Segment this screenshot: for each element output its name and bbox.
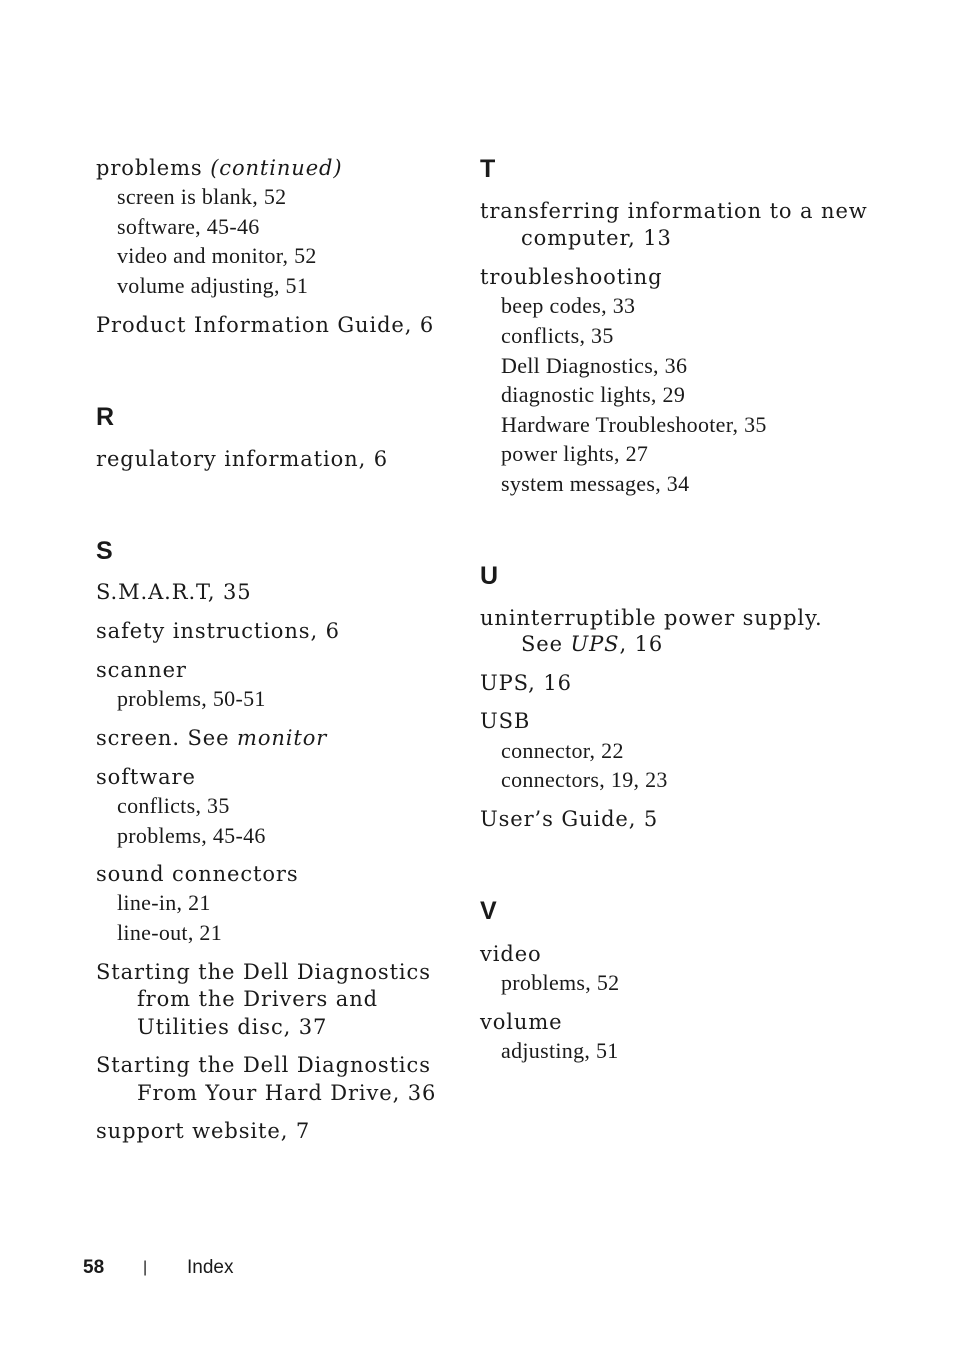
index-entry-usb: USB xyxy=(480,709,531,733)
index-entry-regulatory: regulatory information, 6 xyxy=(96,447,388,471)
page-number: 58 xyxy=(83,1257,105,1278)
subentry: conflicts, 35 xyxy=(117,793,230,818)
section-letter-r: R xyxy=(96,403,115,431)
subentry: volume adjusting, 51 xyxy=(117,273,309,298)
index-entry-ups: UPS, 16 xyxy=(480,671,572,695)
subentry: line-in, 21 xyxy=(117,890,211,915)
index-entry-troubleshooting: troubleshooting xyxy=(480,265,663,289)
section-letter-t: T xyxy=(480,155,496,183)
index-entry-software: software xyxy=(96,765,196,789)
index-entry-uninterruptible: uninterruptible power supply. xyxy=(480,606,823,630)
subentry: adjusting, 51 xyxy=(501,1038,619,1063)
index-entry-safety: safety instructions, 6 xyxy=(96,619,340,643)
subentry: connectors, 19, 23 xyxy=(501,767,668,792)
index-entry-starting-disc: Starting the Dell Diagnostics xyxy=(96,960,431,984)
index-entry-smart: S.M.A.R.T, 35 xyxy=(96,580,252,604)
entry-continuation: From Your Hard Drive, 36 xyxy=(137,1081,437,1105)
index-entry-video: video xyxy=(480,942,542,966)
subentry: Hardware Troubleshooter, 35 xyxy=(501,412,767,437)
subentry: Dell Diagnostics, 36 xyxy=(501,353,688,378)
subentry: power lights, 27 xyxy=(501,441,649,466)
subentry: diagnostic lights, 29 xyxy=(501,382,686,407)
section-letter-v: V xyxy=(480,897,497,925)
index-entry-sound: sound connectors xyxy=(96,862,299,886)
index-entry-scanner: scanner xyxy=(96,658,187,682)
entry-continuation: Utilities disc, 37 xyxy=(137,1015,328,1039)
entry-term: screen. See xyxy=(96,726,238,750)
see-label: See xyxy=(521,632,571,656)
section-name: Index xyxy=(187,1257,234,1278)
subentry: problems, 50-51 xyxy=(117,686,266,711)
section-letter-u: U xyxy=(480,562,499,590)
footer-separator: | xyxy=(143,1259,148,1276)
subentry: system messages, 34 xyxy=(501,471,690,496)
index-entry-starting-hard-drive: Starting the Dell Diagnostics xyxy=(96,1053,431,1077)
cross-reference: monitor xyxy=(237,726,328,750)
subentry: line-out, 21 xyxy=(117,920,223,945)
entry-continuation: computer, 13 xyxy=(521,226,672,250)
subentry: problems, 45-46 xyxy=(117,823,266,848)
entry-term: problems xyxy=(96,156,211,180)
subentry: video and monitor, 52 xyxy=(117,243,317,268)
entry-continuation: from the Drivers and xyxy=(137,987,378,1011)
subentry: beep codes, 33 xyxy=(501,293,636,318)
index-entry-volume: volume xyxy=(480,1010,563,1034)
subentry: connector, 22 xyxy=(501,738,624,763)
subentry: conflicts, 35 xyxy=(501,323,614,348)
cross-reference: UPS xyxy=(570,632,620,656)
index-entry-problems xyxy=(96,154,342,182)
page-ref: , 16 xyxy=(619,632,664,656)
index-entry-transferring: transferring information to a new xyxy=(480,199,868,223)
subentry: screen is blank, 52 xyxy=(117,184,287,209)
index-entry-support: support website, 7 xyxy=(96,1119,311,1143)
section-letter-s: S xyxy=(96,537,113,565)
index-entry-users-guide: User’s Guide, 5 xyxy=(480,807,659,831)
index-entry-screen xyxy=(96,724,327,752)
subentry: software, 45-46 xyxy=(117,214,260,239)
subentry: problems, 52 xyxy=(501,970,620,995)
entry-continuation xyxy=(521,630,663,658)
continued-marker: (continued) xyxy=(210,156,343,180)
index-entry-product-info: Product Information Guide, 6 xyxy=(96,313,435,337)
